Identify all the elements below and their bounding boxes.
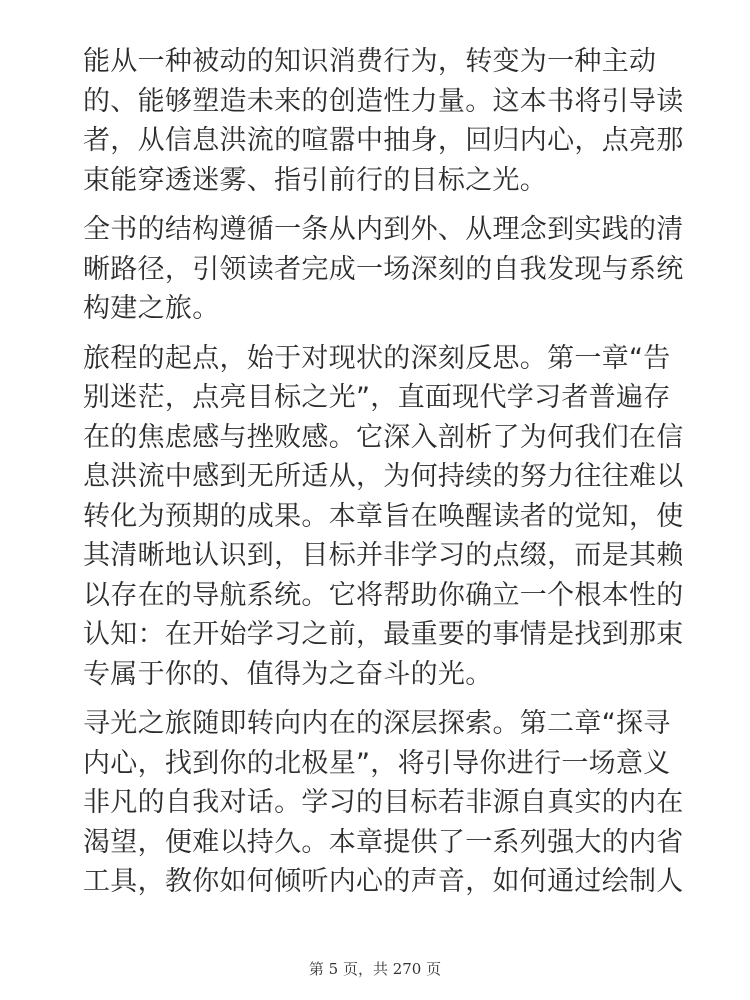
text-line: 其清晰地认识到，目标并非学习的点缀，而是其赖 <box>83 540 684 571</box>
text-line: 别迷茫，点亮目标之光”，直面现代学习者普遍存 <box>83 382 671 413</box>
text-line: 工具，教你如何倾听内心的声音，如何通过绘制人 <box>83 866 684 897</box>
text-line: 渴望，便难以持久。本章提供了一系列强大的内省 <box>83 826 684 858</box>
text-line: 在的焦虑感与挫败感。它深入剖析了为何我们在信 <box>83 421 684 453</box>
text-line: 的、能够塑造未来的创造性力量。这本书将引导读 <box>83 85 684 117</box>
paragraph-4 <box>83 704 684 902</box>
page-number-footer: 第 5 页，共 270 页 <box>308 960 442 978</box>
text-line: 者，从信息洪流的喧嚣中抽身，回归内心，点亮那 <box>83 125 684 156</box>
body-text <box>83 42 684 912</box>
text-line: 认知：在开始学习之前，最重要的事情是找到那束 <box>83 619 684 650</box>
paragraph-2 <box>83 210 684 329</box>
paragraph-3 <box>83 339 684 695</box>
text-line: 束能穿透迷雾、指引前行的目标之光。 <box>83 164 548 196</box>
text-line: 非凡的自我对话。学习的目标若非源自真实的内在 <box>83 787 684 818</box>
text-line: 转化为预期的成果。本章旨在唤醒读者的觉知，使 <box>83 500 684 532</box>
text-line: 旅程的起点，始于对现状的深刻反思。第一章“告 <box>83 342 671 374</box>
text-line: 晰路径，引领读者完成一场深刻的自我发现与系统 <box>83 253 684 285</box>
text-line: 以存在的导航系统。它将帮助你确立一个根本性的 <box>83 579 684 611</box>
text-line: 能从一种被动的知识消费行为，转变为一种主动 <box>83 46 657 77</box>
text-line: 息洪流中感到无所适从，为何持续的努力往往难以 <box>83 461 684 492</box>
text-line: 构建之旅。 <box>83 293 220 324</box>
paragraph-1 <box>83 42 684 200</box>
text-line: 寻光之旅随即转向内在的深层探索。第二章“探寻 <box>83 708 671 739</box>
text-line: 专属于你的、值得为之奋斗的光。 <box>83 658 493 690</box>
text-line: 全书的结构遵循一条从内到外、从理念到实践的清 <box>83 214 684 245</box>
text-line: 内心，找到你的北极星”，将引导你进行一场意义 <box>83 747 671 779</box>
